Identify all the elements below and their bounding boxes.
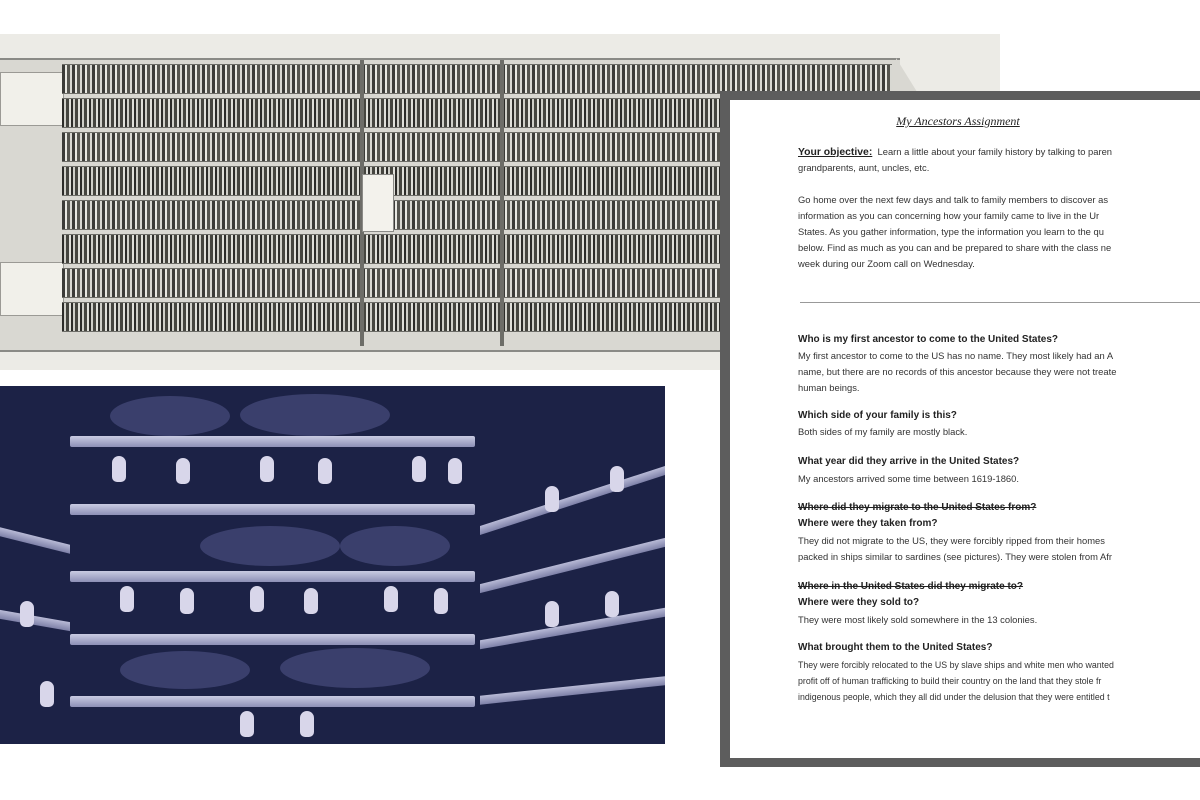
diagram-label-top: [0, 72, 64, 126]
foot-shape: [412, 456, 426, 482]
foot-shape: [434, 588, 448, 614]
objective-line: grandparents, aunt, uncles, etc.: [798, 162, 930, 173]
shelf: [70, 634, 475, 645]
intro-line: below. Find as much as you can and be prepared to share with the class ne: [798, 242, 1112, 253]
question-6: What brought them to the United States?: [798, 642, 993, 653]
foot-shape: [250, 586, 264, 612]
assignment-document-frame: [720, 91, 1200, 767]
question-4-struck: Where did they migrate to the United States from?: [798, 502, 1037, 513]
intro-line: week during our Zoom call on Wednesday.: [798, 258, 975, 269]
answer-4-line: packed in ships similar to sardines (see pictures). They were stolen from Afr: [798, 551, 1113, 562]
shelf: [70, 504, 475, 515]
body-shape: [240, 394, 390, 436]
question-5: Where were they sold to?: [798, 597, 920, 608]
answer-1-line: name, but there are no records of this ancestor because they were not treate: [798, 366, 1117, 377]
intro-line: Go home over the next few days and talk to family members to discover as: [798, 194, 1109, 205]
intro-line: States. As you gather information, type the information you learn to the qu: [798, 226, 1104, 237]
intro-line: information as you can concerning how your family came to live in the Ur: [798, 210, 1100, 221]
slave-ship-hold-photo: [0, 386, 665, 744]
document-title: My Ancestors Assignment: [896, 114, 1020, 128]
foot-shape: [300, 711, 314, 737]
question-2: Which side of your family is this?: [798, 410, 957, 421]
shelf: [480, 538, 665, 593]
answer-5-line: They were most likely sold somewhere in the 13 colonies.: [798, 614, 1038, 625]
answer-1-line: My first ancestor to come to the US has no name. They most likely had an A: [798, 350, 1114, 361]
shelf: [480, 676, 665, 704]
foot-shape: [304, 588, 318, 614]
deck-row: [62, 64, 892, 94]
foot-shape: [176, 458, 190, 484]
shelf: [0, 527, 70, 553]
foot-shape: [260, 456, 274, 482]
foot-shape: [605, 591, 619, 617]
shelf: [70, 436, 475, 447]
answer-6-line: profit off of human trafficking to build their country on the land that they stole fr: [798, 676, 1102, 686]
foot-shape: [448, 458, 462, 484]
foot-shape: [545, 486, 559, 512]
foot-shape: [120, 586, 134, 612]
body-shape: [110, 396, 230, 436]
body-shape: [120, 651, 250, 689]
question-3: What year did they arrive in the United States?: [798, 456, 1020, 467]
center-hatch: [362, 174, 394, 232]
foot-shape: [112, 456, 126, 482]
answer-3-line: My ancestors arrived some time between 1619-1860.: [798, 473, 1019, 484]
foot-shape: [240, 711, 254, 737]
shelf: [70, 571, 475, 582]
foot-shape: [318, 458, 332, 484]
answer-1-line: human beings.: [798, 382, 860, 393]
objective-line: [798, 144, 1200, 161]
diagram-label-bottom: [0, 262, 64, 316]
shelf: [480, 466, 665, 535]
answer-6-line: indigenous people, which they all did under the delusion that they were entitled t: [798, 692, 1110, 702]
foot-shape: [384, 586, 398, 612]
question-5-struck: Where in the United States did they migrate to?: [798, 581, 1024, 592]
answer-4-line: They did not migrate to the US, they were forcibly ripped from their homes: [798, 535, 1105, 546]
body-shape: [340, 526, 450, 566]
question-4: Where were they taken from?: [798, 518, 938, 529]
shelf: [70, 696, 475, 707]
foot-shape: [545, 601, 559, 627]
objective-text: Learn a little about your family history by talking to paren: [877, 146, 1113, 157]
answer-2-line: Both sides of my family are mostly black.: [798, 426, 968, 437]
deck-divider: [500, 60, 504, 346]
foot-shape: [20, 601, 34, 627]
question-1: Who is my first ancestor to come to the United States?: [798, 334, 1059, 345]
foot-shape: [180, 588, 194, 614]
shelf: [480, 608, 665, 650]
body-shape: [200, 526, 340, 566]
assignment-document: [730, 100, 1200, 758]
foot-shape: [610, 466, 624, 492]
objective-label: Your objective:: [798, 147, 873, 158]
foot-shape: [40, 681, 54, 707]
section-divider: [800, 302, 1200, 303]
shelf: [0, 610, 70, 631]
answer-6-line: They were forcibly relocated to the US by slave ships and white men who wanted: [798, 660, 1114, 670]
body-shape: [280, 648, 430, 688]
